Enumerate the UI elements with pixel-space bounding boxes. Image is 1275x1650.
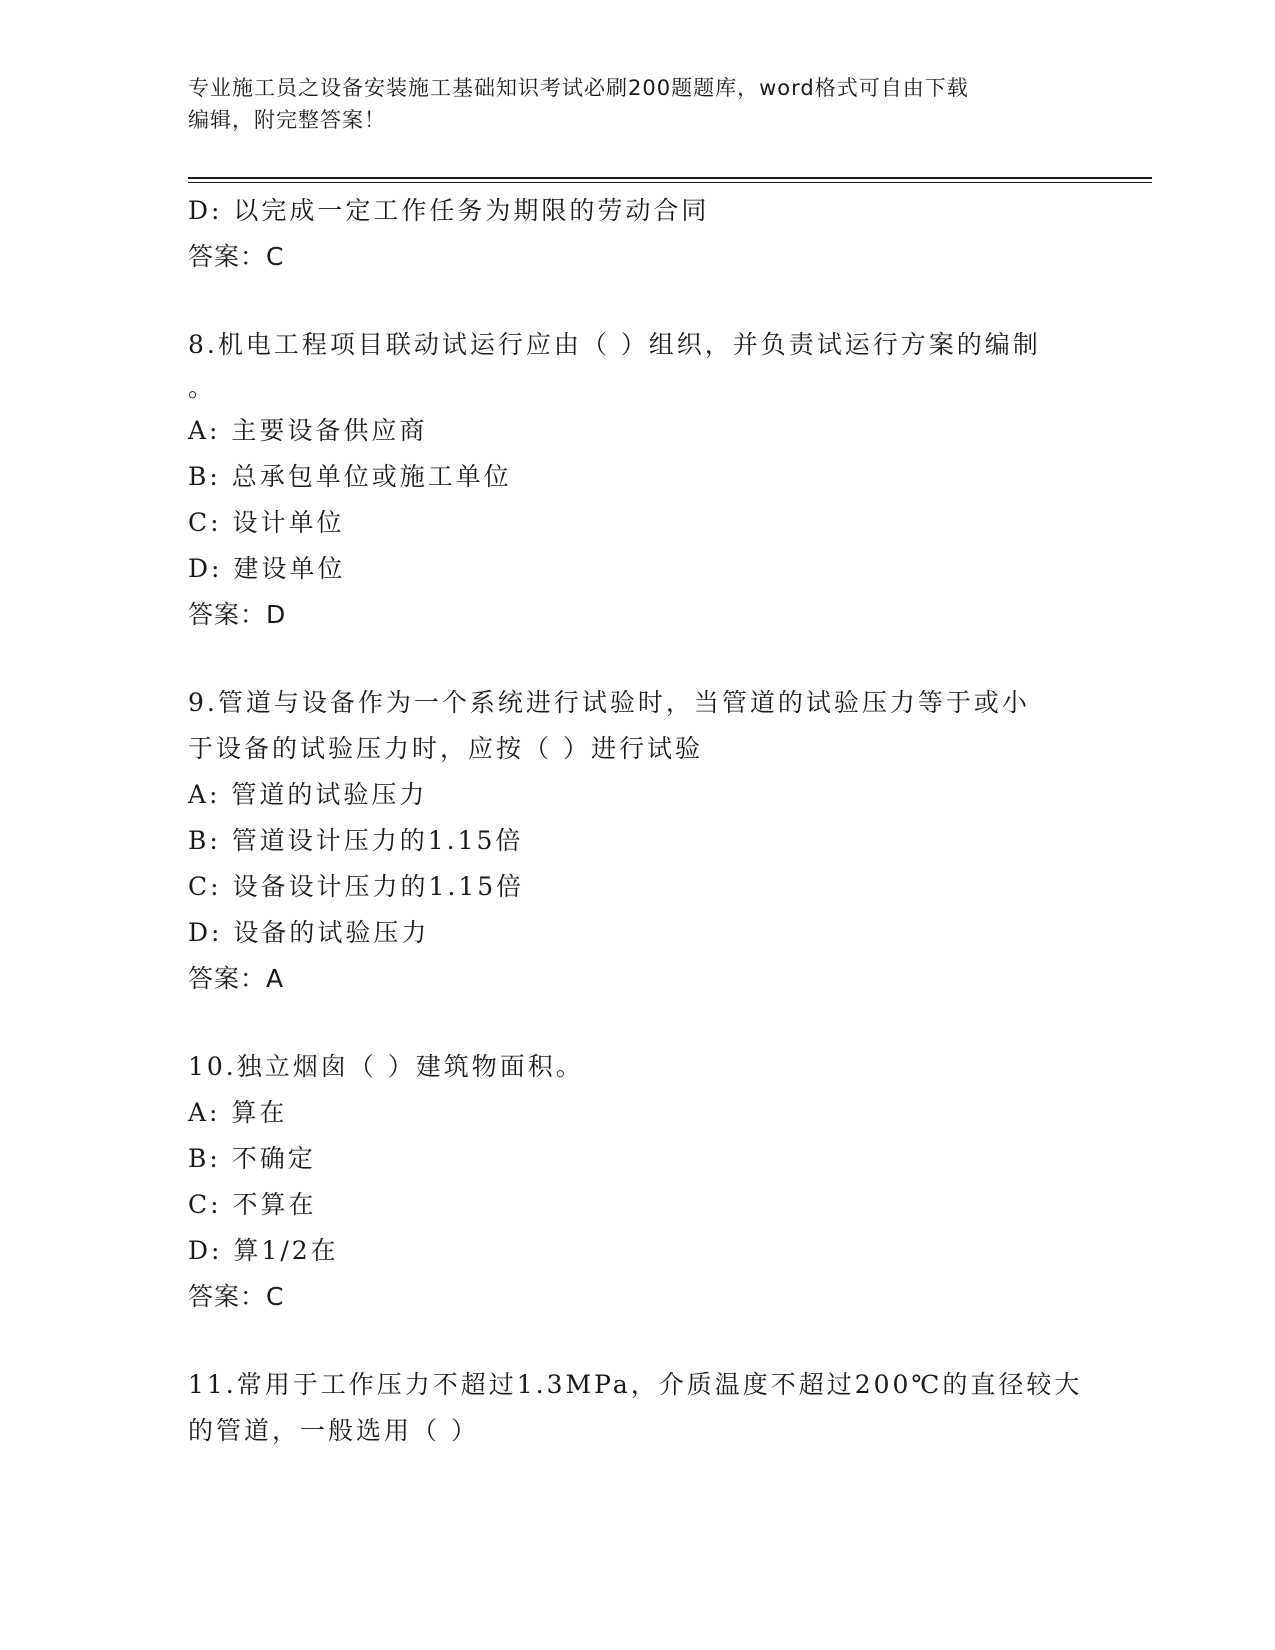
- question-stem-line: 11.常用于工作压力不超过1.3MPa，介质温度不超过200℃的直径较大: [188, 1370, 1083, 1399]
- option-b: B: 管道设计压力的1.15倍: [188, 826, 524, 855]
- option-b: B: 不确定: [188, 1144, 316, 1173]
- spacer: [188, 1320, 1088, 1362]
- spacer: [188, 638, 1088, 680]
- header-rule-thick: [188, 177, 1152, 179]
- answer: 答案：C: [188, 1282, 285, 1311]
- question-8: [188, 322, 1088, 638]
- spacer: [188, 1002, 1088, 1044]
- option-a: A: 管道的试验压力: [188, 780, 428, 809]
- option-d: D: 建设单位: [188, 554, 346, 583]
- question-10: [188, 1044, 1088, 1320]
- option-d: D: 设备的试验压力: [188, 918, 430, 947]
- option-a: A: 主要设备供应商: [188, 416, 428, 445]
- option-d: D: 算1/2在: [188, 1236, 339, 1265]
- question-9: [188, 680, 1088, 1002]
- question-content: [188, 188, 1088, 1454]
- option-c: C: 不算在: [188, 1190, 317, 1219]
- question-stem-line: 。: [188, 373, 217, 402]
- question-stem-line: 8.机电工程项目联动试运行应由（ ）组织，并负责试运行方案的编制: [188, 330, 1041, 359]
- header-line-2: 编辑，附完整答案！: [188, 108, 386, 132]
- option-b: B: 总承包单位或施工单位: [188, 462, 512, 491]
- option-a: A: 算在: [188, 1098, 288, 1127]
- prev-option-d: D: 以完成一定工作任务为期限的劳动合同: [188, 196, 710, 225]
- prev-answer: 答案：C: [188, 242, 285, 271]
- answer: 答案：D: [188, 600, 287, 629]
- option-c: C: 设备设计压力的1.15倍: [188, 872, 525, 901]
- question-stem-line: 于设备的试验压力时，应按（ ）进行试验: [188, 734, 703, 763]
- answer: 答案：A: [188, 964, 285, 993]
- question-stem-line: 的管道，一般选用（ ）: [188, 1416, 479, 1445]
- question-stem-line: 9.管道与设备作为一个系统进行试验时，当管道的试验压力等于或小: [188, 688, 1030, 717]
- question-11: [188, 1362, 1088, 1454]
- question-stem-line: 10.独立烟囱（ ）建筑物面积。: [188, 1052, 584, 1081]
- header-line-1: 专业施工员之设备安装施工基础知识考试必刷200题题库，word格式可自由下载: [188, 76, 969, 100]
- option-c: C: 设计单位: [188, 508, 345, 537]
- spacer: [188, 280, 1088, 322]
- header-rule-thin: [188, 182, 1152, 183]
- document-header: [188, 72, 1068, 136]
